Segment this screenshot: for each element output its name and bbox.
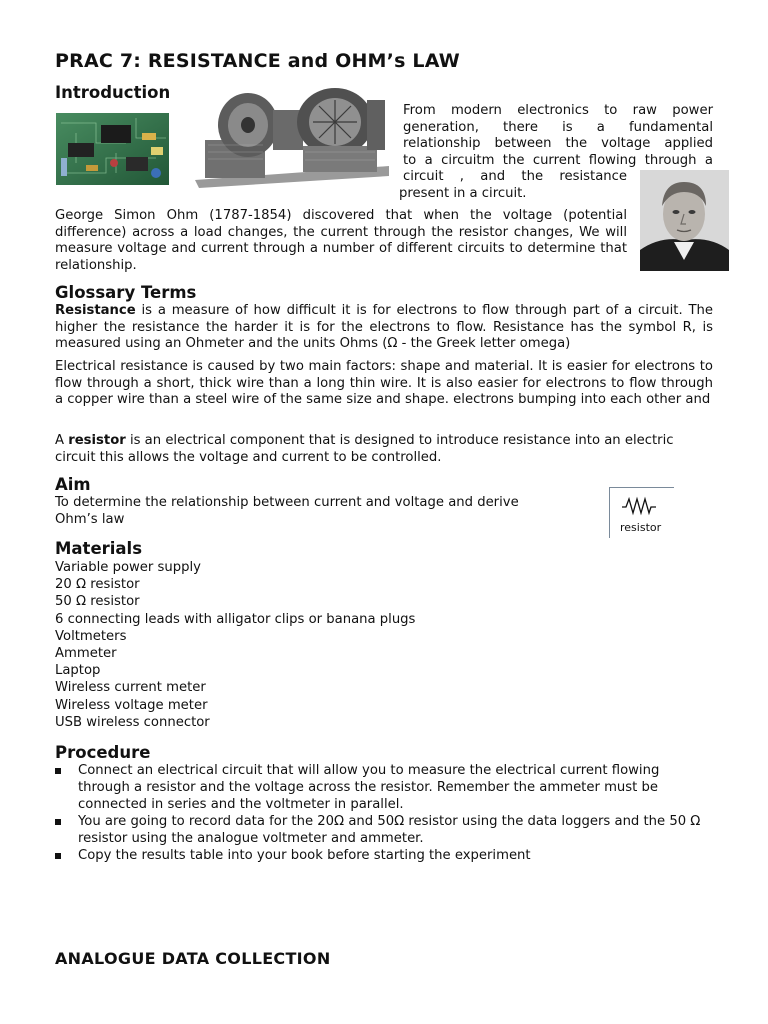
list-item: Voltmeters [55,628,127,644]
resistor-definition-text: is an electrical component that is designed to introduce resistance into an electric circuit this allows the voltage and current to be controlled. [55,433,674,465]
materials-list [55,559,415,731]
procedure-step-text: You are going to record data for the 20Ω and 50Ω resistor using the data loggers and the 50 Ω resistor using the analogue voltmeter and ammeter. [78,813,701,846]
list-item: Ammeter [55,646,117,662]
resistor-symbol-label: resistor [620,521,662,534]
aim-text-line-2: Ohm’s law [55,511,125,527]
glossary-heading: Glossary Terms [55,283,197,302]
procedure-heading: Procedure [55,743,151,762]
procedure-list [55,763,715,865]
bullet-icon [55,768,61,774]
materials-heading: Materials [55,539,143,558]
list-item: USB wireless connector [55,714,210,730]
page-title: PRAC 7: RESISTANCE and OHM’s LAW [55,50,460,72]
ohm-portrait-image [640,170,729,271]
generator-engraving-image [193,80,391,190]
resistance-definition-text: is a measure of how difficult it is for electrons to flow through part of a circuit. The higher the resistance the harder it is for the electrons to flow. Resistance has the symbol R, is measured using an Ohmeter and the units Ohms (Ω - the Greek letter omega) [55,303,713,352]
resistance-term: Resistance [55,303,136,318]
bullet-icon [55,819,61,825]
list-item: Variable power supply [55,560,201,575]
circuit-board-image [56,113,169,185]
list-item: Laptop [55,663,101,679]
resistor-definition [55,433,713,466]
resistor-term: resistor [68,433,126,448]
analogue-data-collection-heading: ANALOGUE DATA COLLECTION [55,949,331,968]
aim-heading: Aim [55,475,91,494]
list-item [55,814,715,848]
introduction-heading: Introduction [55,83,171,102]
list-item: 20 Ω resistor [55,577,140,593]
intro-line-5: circuit , and the resistance [403,169,627,185]
list-item [55,848,715,865]
list-item: Wireless current meter [55,680,206,696]
resistance-definition [55,303,713,353]
intro-line-4: to a circuitm the current flowing through a [403,152,713,168]
intro-line-6: present in a circuit. [399,185,527,201]
aim-text-line-1: To determine the relationship between current and voltage and derive [55,495,519,510]
list-item: Wireless voltage meter [55,697,208,713]
intro-paragraph-2: George Simon Ohm (1787-1854) discovered that when the voltage (potential difference) across a load changes, the current through the resistor changes, We will measure voltage and current through a number of different circuits to determine that relationship. [55,208,627,273]
glossary-paragraph-2: Electrical resistance is caused by two main factors: shape and material. It is easier for electrons to flow through a short, thick wire than a long thin wire. It is also easier for electrons to flow through a copper wire than a steel wire of the same size and shape. electrons bumping into each other and [55,359,713,408]
resistor-prefix: A [55,433,69,448]
list-item: 6 connecting leads with alligator clips or banana plugs [55,611,416,627]
resistor-symbol-icon [620,494,670,518]
procedure-step-text: Connect an electrical circuit that will allow you to measure the electrical current flowing through a resistor and the voltage across the resistor. Remember the ammeter must be connected in series and the voltmeter in parallel. [78,763,660,812]
intro-line-1: From modern electronics to raw power [403,103,713,118]
intro-line-2: generation, there is a fundamental [403,119,713,135]
list-item: 50 Ω resistor [55,594,140,610]
procedure-step-text: Copy the results table into your book before starting the experiment [78,847,531,863]
list-item [55,763,715,813]
bullet-icon [55,853,61,859]
intro-line-3: relationship between the voltage applied [403,136,713,152]
aim-text [55,495,595,528]
resistor-symbol-box [609,487,674,538]
